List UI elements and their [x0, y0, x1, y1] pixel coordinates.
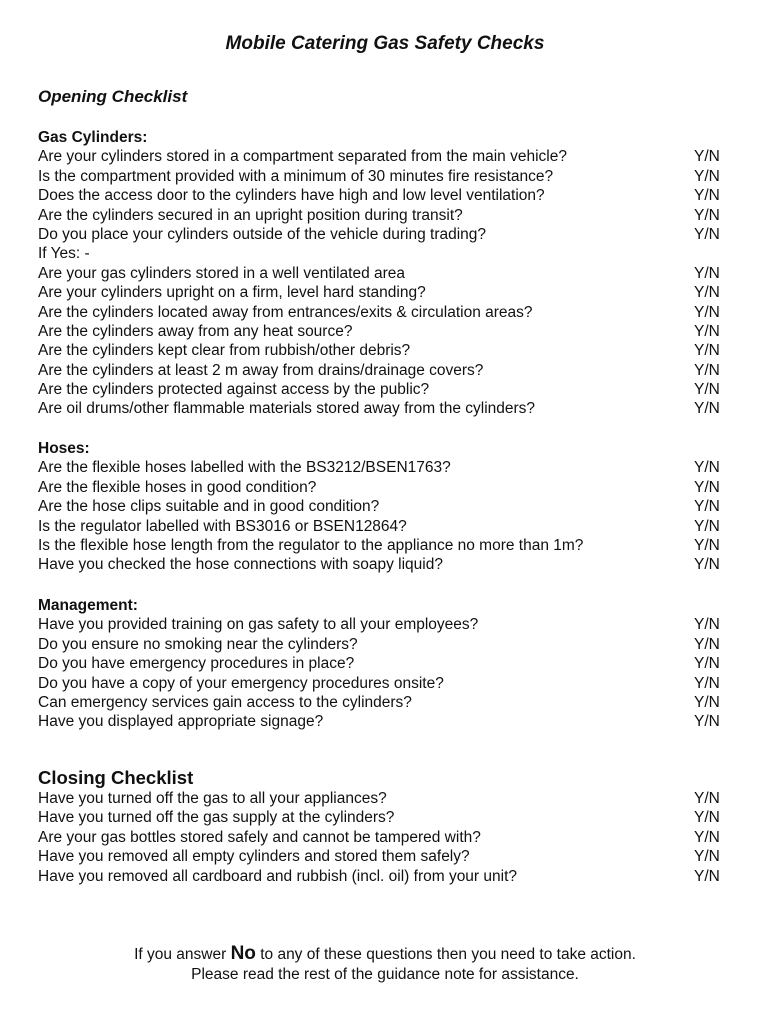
closing-question-row: [38, 867, 728, 886]
yes-no-answer[interactable]: Y/N: [694, 187, 720, 205]
yes-no-answer[interactable]: Y/N: [694, 167, 720, 185]
hoses-question-row: [38, 458, 728, 477]
yes-no-answer[interactable]: Y/N: [694, 809, 720, 827]
gas-cylinders-question-row: [38, 206, 728, 225]
question-text: Are the cylinders at least 2 m away from drains/drainage covers?: [38, 361, 484, 379]
management-question-row: [38, 712, 728, 731]
closing-checklist-heading: Closing Checklist: [38, 767, 194, 788]
management-question-row: [38, 693, 728, 712]
closing-question-row: [38, 828, 728, 847]
yes-no-answer[interactable]: Y/N: [694, 635, 720, 653]
question-text: Does the access door to the cylinders have high and low level ventilation?: [38, 187, 545, 205]
hoses-question-row: [38, 536, 728, 555]
closing-question-row: [38, 808, 728, 827]
yes-no-answer[interactable]: Y/N: [694, 361, 720, 379]
if-yes-label: If Yes: -: [38, 245, 90, 263]
gas-cylinders-if-yes-question-row: [38, 380, 728, 399]
yes-no-answer[interactable]: Y/N: [694, 381, 720, 399]
question-text: Have you checked the hose connections with soapy liquid?: [38, 556, 443, 574]
yes-no-answer[interactable]: Y/N: [694, 674, 720, 692]
yes-no-answer[interactable]: Y/N: [694, 459, 720, 477]
yes-no-answer[interactable]: Y/N: [694, 225, 720, 243]
hoses-question-row: [38, 478, 728, 497]
gas-cylinders-question-row: [38, 186, 728, 205]
closing-question-row: [38, 847, 728, 866]
gas-cylinders-if-yes-question-row: [38, 283, 728, 302]
yes-no-answer[interactable]: Y/N: [694, 790, 720, 807]
question-text: Can emergency services gain access to the cylinders?: [38, 693, 412, 711]
yes-no-answer[interactable]: Y/N: [694, 342, 720, 360]
question-text: Are the cylinders away from any heat source?: [38, 322, 353, 340]
question-text: Do you have emergency procedures in place?: [38, 655, 355, 673]
gas-cylinders-question-row: [38, 167, 728, 186]
hoses-question-row: [38, 555, 728, 574]
question-text: Are oil drums/other flammable materials stored away from the cylinders?: [38, 400, 536, 418]
hoses-question-row: [38, 497, 728, 516]
question-text: Is the compartment provided with a minimum of 30 minutes fire resistance?: [38, 167, 554, 185]
yes-no-answer[interactable]: Y/N: [694, 517, 720, 535]
yes-no-answer[interactable]: Y/N: [694, 322, 720, 340]
page-title: Mobile Catering Gas Safety Checks: [225, 33, 545, 54]
yes-no-answer[interactable]: Y/N: [694, 148, 720, 166]
management-question-row: [38, 654, 728, 673]
question-text: Have you displayed appropriate signage?: [38, 713, 324, 731]
yes-no-answer[interactable]: Y/N: [694, 284, 720, 302]
question-text: Have you turned off the gas to all your appliances?: [38, 790, 387, 807]
yes-no-answer[interactable]: Y/N: [694, 400, 720, 418]
question-text: Are your gas bottles stored safely and cannot be tampered with?: [38, 828, 481, 846]
yes-no-answer[interactable]: Y/N: [694, 264, 720, 282]
yes-no-answer[interactable]: Y/N: [694, 693, 720, 711]
opening-checklist-heading: Opening Checklist: [38, 87, 188, 106]
question-text: Have you turned off the gas supply at the cylinders?: [38, 809, 395, 827]
question-text: Are your cylinders upright on a firm, level hard standing?: [38, 284, 426, 302]
gas-cylinders-heading: Gas Cylinders:: [38, 129, 148, 146]
yes-no-answer[interactable]: Y/N: [694, 713, 720, 731]
yes-no-answer[interactable]: Y/N: [694, 616, 720, 634]
yes-no-answer[interactable]: Y/N: [694, 867, 720, 885]
gas-cylinders-if-yes-question-row: [38, 322, 728, 341]
closing-question-row: [38, 789, 728, 808]
yes-no-answer[interactable]: Y/N: [694, 848, 720, 866]
question-text: Are the cylinders kept clear from rubbish/other debris?: [38, 342, 411, 360]
management-section: [38, 596, 728, 732]
management-question-row: [38, 615, 728, 634]
question-text: Are the cylinders located away from entrances/exits & circulation areas?: [38, 303, 533, 321]
question-text: Are the cylinders protected against access by the public?: [38, 381, 430, 399]
question-text: Have you removed all empty cylinders and stored them safely?: [38, 848, 470, 866]
management-heading: Management:: [38, 597, 138, 614]
gas-cylinders-if-yes-question-row: [38, 264, 728, 283]
question-text: Have you provided training on gas safety to all your employees?: [38, 616, 479, 634]
question-text: Are the flexible hoses in good condition?: [38, 478, 317, 496]
hoses-heading: Hoses:: [38, 440, 90, 457]
question-text: Do you have a copy of your emergency procedures onsite?: [38, 674, 444, 692]
question-text: Are the cylinders secured in an upright position during transit?: [38, 206, 463, 224]
yes-no-answer[interactable]: Y/N: [694, 655, 720, 673]
question-text: Have you removed all cardboard and rubbish (incl. oil) from your unit?: [38, 867, 518, 885]
yes-no-answer[interactable]: Y/N: [694, 206, 720, 224]
management-question-row: [38, 674, 728, 693]
question-text: Are your gas cylinders stored in a well ventilated area: [38, 264, 406, 282]
footer-line-1: If you answer No to any of these questions then you need to take action.: [134, 943, 636, 964]
yes-no-answer[interactable]: Y/N: [694, 303, 720, 321]
question-text: Are your cylinders stored in a compartment separated from the main vehicle?: [38, 148, 567, 166]
question-text: Is the flexible hose length from the regulator to the appliance no more than 1m?: [38, 536, 584, 554]
gas-cylinders-section: [38, 128, 728, 419]
gas-cylinders-if-yes-question-row: [38, 361, 728, 380]
yes-no-answer[interactable]: Y/N: [694, 536, 720, 554]
footer-line-2: Please read the rest of the guidance note for assistance.: [191, 966, 579, 983]
gas-cylinders-if-yes-question-row: [38, 303, 728, 322]
question-text: Is the regulator labelled with BS3016 or BSEN12864?: [38, 517, 407, 535]
hoses-question-row: [38, 517, 728, 536]
footer-note: [0, 944, 770, 985]
yes-no-answer[interactable]: Y/N: [694, 828, 720, 846]
question-text: Are the hose clips suitable and in good condition?: [38, 498, 380, 516]
management-question-row: [38, 635, 728, 654]
closing-section: [38, 767, 728, 886]
question-text: Are the flexible hoses labelled with the BS3212/BSEN1763?: [38, 459, 451, 477]
question-text: Do you place your cylinders outside of the vehicle during trading?: [38, 225, 487, 243]
yes-no-answer[interactable]: Y/N: [694, 498, 720, 516]
gas-cylinders-question-row: [38, 225, 728, 244]
gas-cylinders-if-yes-question-row: [38, 399, 728, 418]
no-emphasis: No: [230, 943, 256, 964]
gas-cylinders-question-row: [38, 147, 728, 166]
question-text: Do you ensure no smoking near the cylinders?: [38, 635, 358, 653]
gas-cylinders-if-yes-question-row: [38, 341, 728, 360]
yes-no-answer[interactable]: Y/N: [694, 556, 720, 574]
hoses-section: [38, 439, 728, 575]
yes-no-answer[interactable]: Y/N: [694, 478, 720, 496]
